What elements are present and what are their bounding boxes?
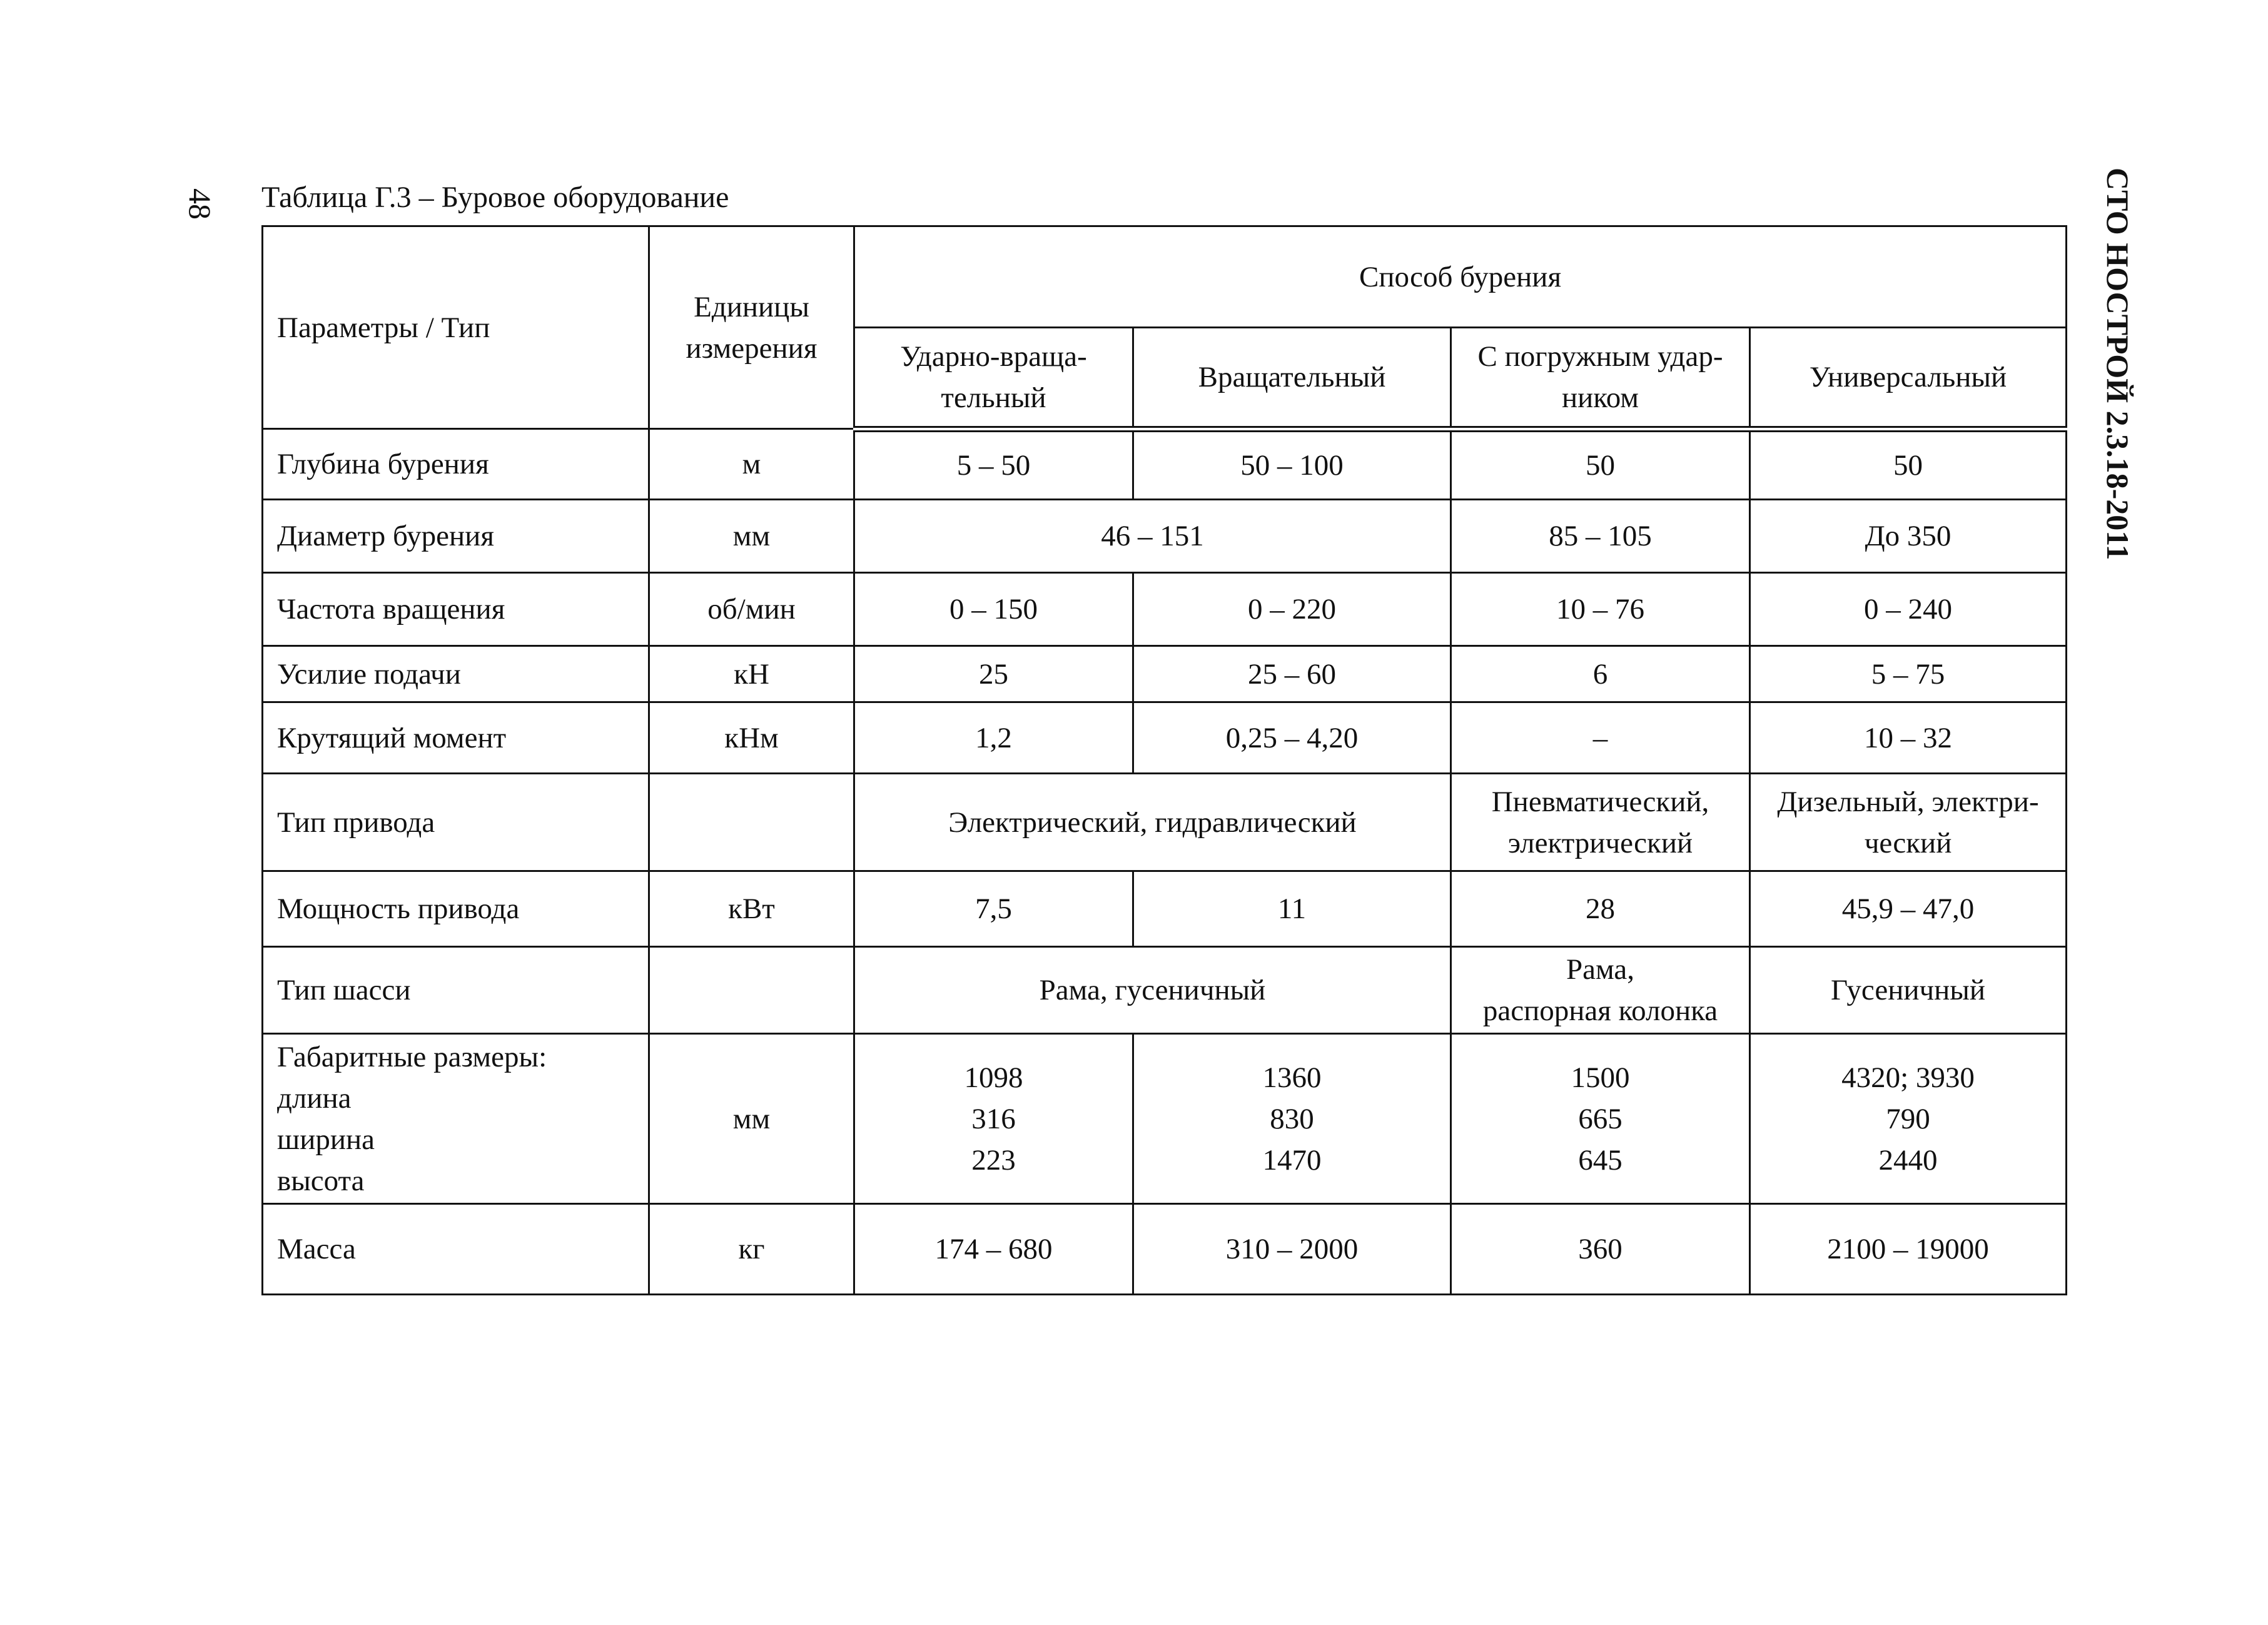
unit-cell: кВт [649,871,854,947]
value-cell: 0 – 150 [854,573,1133,646]
value-cell: 310 – 2000 [1133,1204,1451,1295]
value-cell: 45,9 – 47,0 [1750,871,2067,947]
table-row [263,871,2067,947]
unit-cell [649,774,854,871]
param-cell: Масса [263,1204,649,1295]
value-cell: 1500 665 645 [1451,1034,1750,1204]
value-cell: 46 – 151 [854,500,1451,573]
param-cell: Тип привода [263,774,649,871]
table-row [263,429,2067,500]
value-cell: 1,2 [854,702,1133,774]
param-cell: Глубина бурения [263,429,649,500]
value-cell: 0 – 240 [1750,573,2067,646]
table-row [263,1034,2067,1204]
page-number: 48 [183,188,218,220]
unit-cell: кНм [649,702,854,774]
value-cell: 2100 – 19000 [1750,1204,2067,1295]
value-cell: 4320; 3930 790 2440 [1750,1034,2067,1204]
param-cell: Диаметр бурения [263,500,649,573]
table-row [263,646,2067,702]
value-cell: – [1451,702,1750,774]
unit-cell: кН [649,646,854,702]
value-cell: 1098 316 223 [854,1034,1133,1204]
param-cell: Частота вращения [263,573,649,646]
value-cell: Электрический, гидравлический [854,774,1451,871]
header-units: Единицы измерения [649,226,854,429]
value-cell: Рама, гусеничный [854,947,1451,1034]
value-cell: 7,5 [854,871,1133,947]
header-drilling-method: Способ бурения [854,226,2067,328]
value-cell: Рама, распорная колонка [1451,947,1750,1034]
value-cell: 6 [1451,646,1750,702]
value-cell: 0 – 220 [1133,573,1451,646]
value-cell: 360 [1451,1204,1750,1295]
value-cell: 50 [1750,429,2067,500]
value-cell: 50 – 100 [1133,429,1451,500]
param-cell: Крутящий момент [263,702,649,774]
param-cell: Мощность привода [263,871,649,947]
param-cell: Тип шасси [263,947,649,1034]
header-type-rotary: Вращательный [1133,328,1451,429]
unit-cell: мм [649,500,854,573]
unit-cell: м [649,429,854,500]
unit-cell: мм [649,1034,854,1204]
value-cell: Дизельный, электри- ческий [1750,774,2067,871]
table-row [263,573,2067,646]
table-row [263,500,2067,573]
value-cell: 50 [1451,429,1750,500]
header-param: Параметры / Тип [263,226,649,429]
document-code: СТО НОСТРОЙ 2.3.18-2011 [2100,168,2135,560]
param-cell: Габаритные размеры: длина ширина высота [263,1034,649,1204]
table-row [263,774,2067,871]
header-type-down-the-hole: С погружным удар- ником [1451,328,1750,429]
unit-cell: об/мин [649,573,854,646]
unit-cell: кг [649,1204,854,1295]
value-cell: 5 – 75 [1750,646,2067,702]
value-cell: 10 – 32 [1750,702,2067,774]
drilling-equipment-table [261,225,2067,1295]
value-cell: 174 – 680 [854,1204,1133,1295]
value-cell: 1360 830 1470 [1133,1034,1451,1204]
table-caption: Таблица Г.3 – Буровое оборудование [261,181,729,214]
value-cell: 25 [854,646,1133,702]
table-row [263,947,2067,1034]
value-cell: Пневматический, электрический [1451,774,1750,871]
value-cell: 5 – 50 [854,429,1133,500]
value-cell: 28 [1451,871,1750,947]
value-cell: До 350 [1750,500,2067,573]
value-cell: 11 [1133,871,1451,947]
unit-cell [649,947,854,1034]
header-type-universal: Универсальный [1750,328,2067,429]
value-cell: Гусеничный [1750,947,2067,1034]
value-cell: 85 – 105 [1451,500,1750,573]
header-type-percussive-rotary: Ударно-враща- тельный [854,328,1133,429]
table-row [263,1204,2067,1295]
value-cell: 10 – 76 [1451,573,1750,646]
param-cell: Усилие подачи [263,646,649,702]
header-row [263,226,2067,328]
value-cell: 25 – 60 [1133,646,1451,702]
value-cell: 0,25 – 4,20 [1133,702,1451,774]
table-row [263,702,2067,774]
